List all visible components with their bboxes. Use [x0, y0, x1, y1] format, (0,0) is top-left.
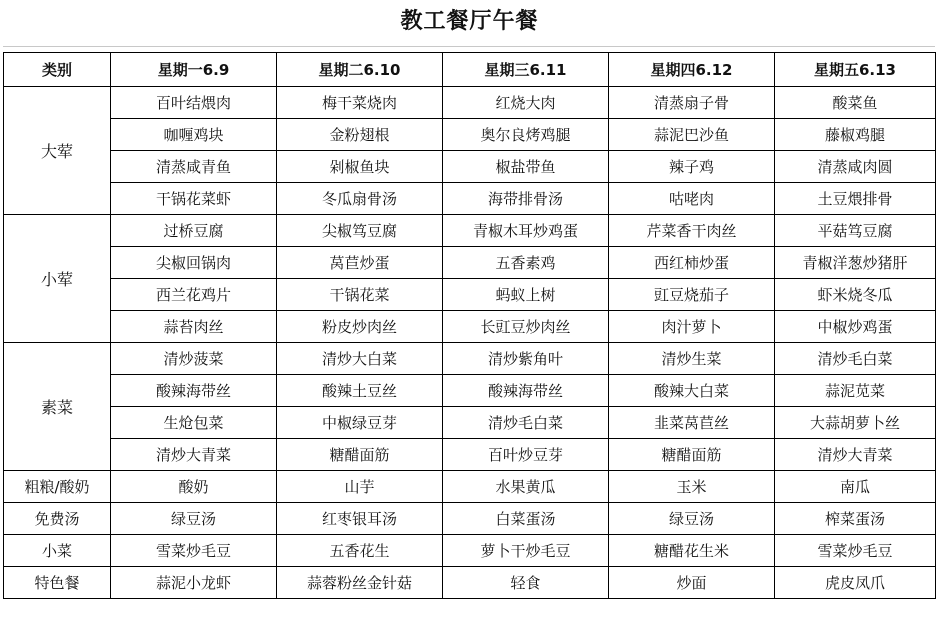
dish-cell-friday: 虎皮凤爪: [775, 567, 936, 599]
dish-cell-friday: 中椒炒鸡蛋: [775, 311, 936, 343]
header-row: [4, 53, 936, 87]
dish-cell-monday: 酸奶: [111, 471, 277, 503]
dish-cell-thursday: 豇豆烧茄子: [609, 279, 775, 311]
dish-cell-tuesday: 酸辣土豆丝: [277, 375, 443, 407]
dish-cell-tuesday: 干锅花菜: [277, 279, 443, 311]
dish-cell-tuesday: 梅干菜烧肉: [277, 87, 443, 119]
dish-cell-monday: 尖椒回锅肉: [111, 247, 277, 279]
dish-cell-thursday: 蒜泥巴沙鱼: [609, 119, 775, 151]
dish-cell-friday: 平菇笃豆腐: [775, 215, 936, 247]
table-header: [4, 53, 936, 87]
category-cell: 特色餐: [4, 567, 111, 599]
dish-cell-thursday: 酸辣大白菜: [609, 375, 775, 407]
dish-cell-tuesday: 清炒大白菜: [277, 343, 443, 375]
dish-cell-wednesday: 水果黄瓜: [443, 471, 609, 503]
dish-cell-monday: 雪菜炒毛豆: [111, 535, 277, 567]
dish-cell-wednesday: 轻食: [443, 567, 609, 599]
dish-cell-friday: 清炒毛白菜: [775, 343, 936, 375]
dish-cell-thursday: 绿豆汤: [609, 503, 775, 535]
dish-cell-friday: 南瓜: [775, 471, 936, 503]
dish-cell-tuesday: 莴苣炒蛋: [277, 247, 443, 279]
header-friday: 星期五6.13: [775, 53, 936, 87]
header-monday: 星期一6.9: [111, 53, 277, 87]
dish-cell-monday: 蒜泥小龙虾: [111, 567, 277, 599]
dish-cell-monday: 清炒大青菜: [111, 439, 277, 471]
table-row: [4, 471, 936, 503]
dish-cell-tuesday: 蒜蓉粉丝金针菇: [277, 567, 443, 599]
dish-cell-wednesday: 百叶炒豆芽: [443, 439, 609, 471]
dish-cell-friday: 藤椒鸡腿: [775, 119, 936, 151]
dish-cell-wednesday: 长豇豆炒肉丝: [443, 311, 609, 343]
dish-cell-wednesday: 红烧大肉: [443, 87, 609, 119]
dish-cell-wednesday: 清炒紫角叶: [443, 343, 609, 375]
dish-cell-monday: 清炒菠菜: [111, 343, 277, 375]
dish-cell-thursday: 炒面: [609, 567, 775, 599]
dish-cell-friday: 虾米烧冬瓜: [775, 279, 936, 311]
dish-cell-wednesday: 青椒木耳炒鸡蛋: [443, 215, 609, 247]
dish-cell-friday: 酸菜鱼: [775, 87, 936, 119]
table-row: [4, 375, 936, 407]
header-wednesday: 星期三6.11: [443, 53, 609, 87]
dish-cell-monday: 绿豆汤: [111, 503, 277, 535]
table-row: [4, 87, 936, 119]
dish-cell-wednesday: 五香素鸡: [443, 247, 609, 279]
dish-cell-friday: 大蒜胡萝卜丝: [775, 407, 936, 439]
dish-cell-thursday: 咕咾肉: [609, 183, 775, 215]
dish-cell-wednesday: 海带排骨汤: [443, 183, 609, 215]
dish-cell-monday: 生炝包菜: [111, 407, 277, 439]
dish-cell-friday: 青椒洋葱炒猪肝: [775, 247, 936, 279]
dish-cell-friday: 土豆煨排骨: [775, 183, 936, 215]
table-row: [4, 151, 936, 183]
table-row: [4, 343, 936, 375]
dish-cell-thursday: 芹菜香干肉丝: [609, 215, 775, 247]
table-row: [4, 119, 936, 151]
dish-cell-tuesday: 金粉翅根: [277, 119, 443, 151]
header-thursday: 星期四6.12: [609, 53, 775, 87]
table-row: [4, 407, 936, 439]
table-row: [4, 183, 936, 215]
title-divider: [3, 46, 935, 47]
dish-cell-monday: 百叶结煨肉: [111, 87, 277, 119]
header-tuesday: 星期二6.10: [277, 53, 443, 87]
dish-cell-wednesday: 清炒毛白菜: [443, 407, 609, 439]
dish-cell-thursday: 玉米: [609, 471, 775, 503]
dish-cell-wednesday: 蚂蚁上树: [443, 279, 609, 311]
dish-cell-tuesday: 尖椒笃豆腐: [277, 215, 443, 247]
dish-cell-friday: 榨菜蛋汤: [775, 503, 936, 535]
dish-cell-thursday: 辣子鸡: [609, 151, 775, 183]
dish-cell-wednesday: 萝卜干炒毛豆: [443, 535, 609, 567]
category-cell: 大荤: [4, 87, 111, 215]
lunch-menu-table: [3, 52, 936, 599]
table-row: [4, 311, 936, 343]
category-cell: 小荤: [4, 215, 111, 343]
dish-cell-monday: 蒜苔肉丝: [111, 311, 277, 343]
table-row: [4, 247, 936, 279]
dish-cell-friday: 清蒸咸肉圆: [775, 151, 936, 183]
dish-cell-friday: 清炒大青菜: [775, 439, 936, 471]
dish-cell-monday: 西兰花鸡片: [111, 279, 277, 311]
dish-cell-tuesday: 红枣银耳汤: [277, 503, 443, 535]
dish-cell-thursday: 肉汁萝卜: [609, 311, 775, 343]
dish-cell-thursday: 清蒸扇子骨: [609, 87, 775, 119]
table-row: [4, 503, 936, 535]
category-cell: 粗粮/酸奶: [4, 471, 111, 503]
dish-cell-monday: 清蒸咸青鱼: [111, 151, 277, 183]
table-row: [4, 535, 936, 567]
dish-cell-thursday: 糖醋花生米: [609, 535, 775, 567]
dish-cell-monday: 过桥豆腐: [111, 215, 277, 247]
category-cell: 素菜: [4, 343, 111, 471]
dish-cell-wednesday: 白菜蛋汤: [443, 503, 609, 535]
dish-cell-wednesday: 奥尔良烤鸡腿: [443, 119, 609, 151]
dish-cell-tuesday: 山芋: [277, 471, 443, 503]
dish-cell-thursday: 西红柿炒蛋: [609, 247, 775, 279]
table-row: [4, 439, 936, 471]
dish-cell-friday: 雪菜炒毛豆: [775, 535, 936, 567]
category-cell: 免费汤: [4, 503, 111, 535]
table-row: [4, 567, 936, 599]
dish-cell-monday: 咖喱鸡块: [111, 119, 277, 151]
dish-cell-wednesday: 酸辣海带丝: [443, 375, 609, 407]
dish-cell-tuesday: 中椒绿豆芽: [277, 407, 443, 439]
dish-cell-thursday: 清炒生菜: [609, 343, 775, 375]
dish-cell-thursday: 韭菜莴苣丝: [609, 407, 775, 439]
dish-cell-monday: 干锅花菜虾: [111, 183, 277, 215]
table-body: [4, 87, 936, 599]
dish-cell-tuesday: 剁椒鱼块: [277, 151, 443, 183]
dish-cell-tuesday: 五香花生: [277, 535, 443, 567]
dish-cell-tuesday: 冬瓜扇骨汤: [277, 183, 443, 215]
dish-cell-tuesday: 粉皮炒肉丝: [277, 311, 443, 343]
header-category: 类别: [4, 53, 111, 87]
dish-cell-tuesday: 糖醋面筋: [277, 439, 443, 471]
table-row: [4, 279, 936, 311]
table-row: [4, 215, 936, 247]
category-cell: 小菜: [4, 535, 111, 567]
dish-cell-monday: 酸辣海带丝: [111, 375, 277, 407]
dish-cell-wednesday: 椒盐带鱼: [443, 151, 609, 183]
page-title: 教工餐厅午餐: [400, 9, 539, 34]
dish-cell-friday: 蒜泥苋菜: [775, 375, 936, 407]
dish-cell-thursday: 糖醋面筋: [609, 439, 775, 471]
